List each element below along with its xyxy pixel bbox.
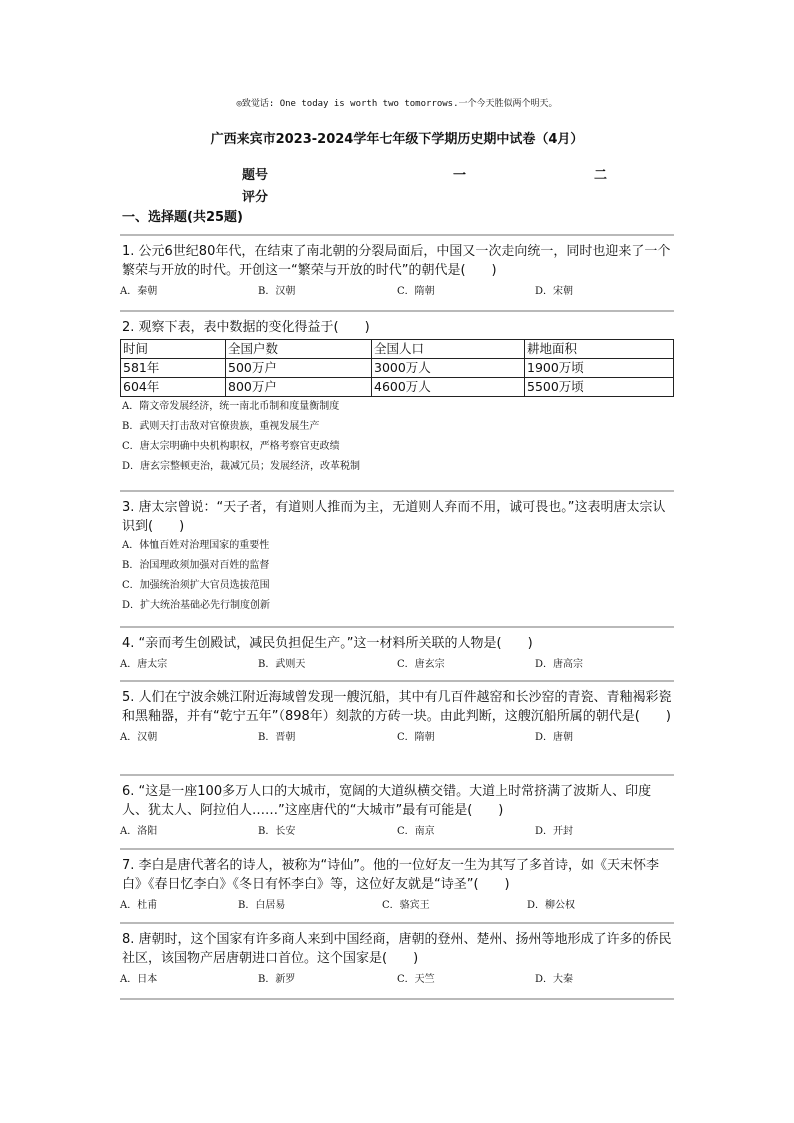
question-6 (120, 774, 674, 838)
option-d[interactable]: D．唐朝 (535, 732, 574, 743)
page-motto: ◎致觉话: One today is worth two tomorrows.一个今天胜似两个明天。 (236, 99, 558, 109)
option-d[interactable]: D．开封 (535, 826, 574, 837)
option-c[interactable]: C．骆宾王 (382, 900, 430, 911)
option-b[interactable]: B．晋朝 (258, 732, 296, 743)
data-table (120, 339, 674, 397)
option-b[interactable]: B．武则天打击敌对官僚贵族，重视发展生产 (122, 421, 320, 432)
score-row-label: 题号 (242, 168, 269, 183)
question-4 (120, 626, 674, 671)
question-1 (120, 234, 674, 298)
exam-title: 广西来宾市2023-2024学年七年级下学期历史期中试卷（4月） (210, 132, 584, 147)
option-b[interactable]: B．治国理政须加强对百姓的监督 (122, 560, 270, 571)
score-table (0, 164, 794, 204)
question-5 (120, 680, 674, 744)
table-header-cell: 全国人口 (372, 340, 525, 359)
option-c[interactable]: C．隋朝 (397, 286, 435, 297)
table-header-cell: 全国户数 (226, 340, 372, 359)
table-header-cell: 时间 (121, 340, 226, 359)
option-a[interactable]: A．秦朝 (120, 286, 158, 297)
option-d[interactable]: D．扩大统治基础必先行制度创新 (122, 600, 271, 611)
question-options (120, 820, 674, 838)
question-options (120, 968, 674, 986)
option-b[interactable]: B．新罗 (258, 974, 296, 985)
score-col-2: 二 (594, 168, 608, 183)
table-cell: 500万户 (226, 359, 372, 378)
question-2 (120, 310, 674, 477)
table-row (121, 359, 674, 378)
table-cell: 581年 (121, 359, 226, 378)
question-stem: 1. 公元6世纪80年代，在结束了南北朝的分裂局面后，中国又一次走向统一，同时也迎来了一个繁荣与开放的时代。开创这一“繁荣与开放的时代”的朝代是( ) (122, 244, 671, 278)
question-options (120, 653, 674, 671)
question-stem: 8. 唐朝时，这个国家有许多商人来到中国经商，唐朝的登州、楚州、扬州等地形成了许多的侨民社区，该国物产居唐朝进口首位。这个国家是( ) (122, 932, 672, 966)
option-b[interactable]: B．长安 (258, 826, 296, 837)
option-b[interactable]: B．汉朝 (258, 286, 296, 297)
question-stem: 2. 观察下表，表中数据的变化得益于( ) (122, 320, 370, 335)
option-b[interactable]: B．白居易 (238, 900, 286, 911)
table-cell: 4600万人 (372, 378, 525, 397)
option-b[interactable]: B．武则天 (258, 659, 306, 670)
option-d[interactable]: D．唐高宗 (535, 659, 584, 670)
table-header-cell: 耕地面积 (525, 340, 674, 359)
section-title: 一、选择题(共25题) (122, 210, 243, 225)
table-row (121, 378, 674, 397)
question-stem: 3. 唐太宗曾说：“天子者，有道则人推而为主，无道则人弃而不用，诚可畏也。”这表明唐太宗认识到( ) (122, 500, 666, 534)
question-8 (120, 922, 674, 986)
option-a[interactable]: A．汉朝 (120, 732, 158, 743)
table-cell: 800万户 (226, 378, 372, 397)
option-c[interactable]: C．南京 (397, 826, 435, 837)
option-c[interactable]: C．唐太宗明确中央机构职权，严格考察官吏政绩 (122, 441, 340, 452)
option-d[interactable]: D．大秦 (535, 974, 574, 985)
option-a[interactable]: A．唐太宗 (120, 659, 168, 670)
option-c[interactable]: C．隋朝 (397, 732, 435, 743)
question-stem: 7. 李白是唐代著名的诗人，被称为“诗仙”。他的一位好友一生为其写了多首诗，如《天末怀李白》《春日忆李白》《冬日有怀李白》等，这位好友就是“诗圣”( ) (122, 858, 660, 892)
table-header-row (121, 340, 674, 359)
score-col-1: 一 (453, 168, 467, 183)
option-a[interactable]: A．杜甫 (120, 900, 158, 911)
option-a[interactable]: A．体恤百姓对治理国家的重要性 (122, 540, 270, 551)
option-a[interactable]: A．洛阳 (120, 826, 158, 837)
question-options (120, 894, 674, 912)
table-cell: 1900万顷 (525, 359, 674, 378)
question-stem: 4. “亲而考生创殿试，减民负担促生产。”这一材料所关联的人物是( ) (122, 636, 533, 651)
option-d[interactable]: D．唐玄宗整顿吏治，裁减冗员；发展经济，改革税制 (122, 461, 361, 472)
option-c[interactable]: C．唐玄宗 (397, 659, 445, 670)
divider (120, 998, 674, 1000)
option-a[interactable]: A．隋文帝发展经济，统一南北币制和度量衡制度 (122, 401, 340, 412)
question-stem: 5. 人们在宁波余姚江附近海域曾发现一艘沉船，其中有几百件越窑和长沙窑的青瓷、青釉褐彩瓷和黑釉器，并有“乾宁五年”（898年）刻款的方砖一块。由此判断，这艘沉船所属的朝代是( ) (122, 690, 672, 724)
table-cell: 3000万人 (372, 359, 525, 378)
option-a[interactable]: A．日本 (120, 974, 158, 985)
question-7 (120, 848, 674, 912)
question-3 (120, 490, 674, 616)
score-row2-label: 评分 (242, 190, 269, 205)
option-d[interactable]: D．宋朝 (535, 286, 574, 297)
question-options (120, 726, 674, 744)
question-options (120, 280, 674, 298)
question-stem: 6. “这是一座100多万人口的大城市，宽阔的大道纵横交错。大道上时常挤满了波斯人、印度人、犹太人、阿拉伯人……”这座唐代的“大城市”最有可能是( ) (122, 784, 652, 818)
option-c[interactable]: C．天竺 (397, 974, 435, 985)
option-d[interactable]: D．柳公权 (527, 900, 576, 911)
table-cell: 5500万顷 (525, 378, 674, 397)
option-c[interactable]: C．加强统治须扩大官员选拔范围 (122, 580, 270, 591)
table-cell: 604年 (121, 378, 226, 397)
